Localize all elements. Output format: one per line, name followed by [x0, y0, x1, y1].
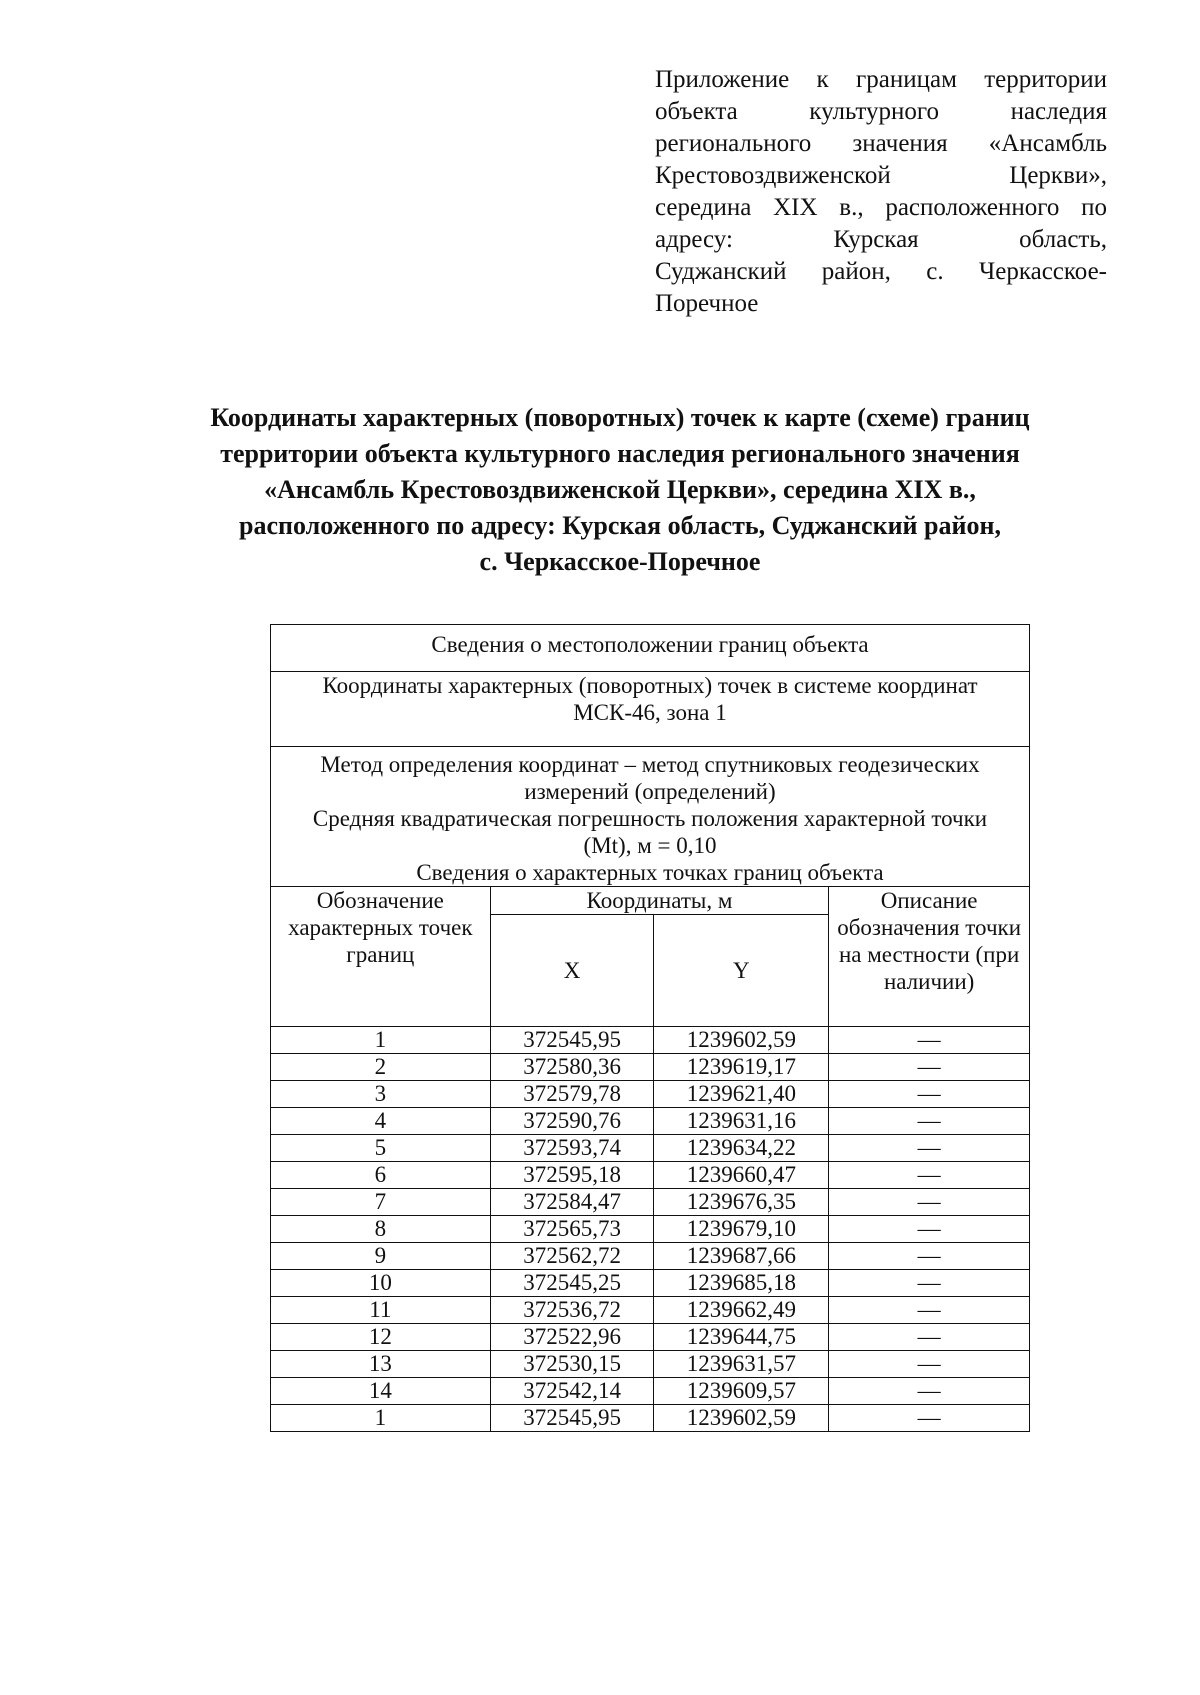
point-number-cell: 13 — [271, 1351, 491, 1378]
header-system-line: Координаты характерных (поворотных) точек в системе координат — [322, 673, 978, 698]
description-cell: — — [829, 1189, 1030, 1216]
point-number-cell: 8 — [271, 1216, 491, 1243]
appendix-line: Суджанский район, с. Черкасское- — [655, 258, 1107, 285]
table-row — [271, 1405, 1030, 1432]
table-row — [271, 1297, 1030, 1324]
point-number-cell: 12 — [271, 1324, 491, 1351]
description-cell: — — [829, 1135, 1030, 1162]
x-coordinate-cell: 372562,72 — [490, 1243, 654, 1270]
table-row — [271, 1270, 1030, 1297]
description-cell: — — [829, 1027, 1030, 1054]
point-number-cell: 6 — [271, 1162, 491, 1189]
y-coordinate-cell: 1239660,47 — [654, 1162, 829, 1189]
column-header-coordinates: Координаты, м — [490, 887, 829, 915]
y-coordinate-cell: 1239619,17 — [654, 1054, 829, 1081]
description-cell: — — [829, 1297, 1030, 1324]
description-cell: — — [829, 1054, 1030, 1081]
coordinates-table — [270, 624, 1030, 1432]
point-number-cell: 2 — [271, 1054, 491, 1081]
y-coordinate-cell: 1239676,35 — [654, 1189, 829, 1216]
x-coordinate-cell: 372542,14 — [490, 1378, 654, 1405]
x-coordinate-cell: 372580,36 — [490, 1054, 654, 1081]
x-coordinate-cell: 372545,25 — [490, 1270, 654, 1297]
description-cell: — — [829, 1243, 1030, 1270]
description-cell: — — [829, 1081, 1030, 1108]
header-location: Сведения о местоположении границ объекта — [271, 625, 1030, 672]
x-coordinate-cell: 372522,96 — [490, 1324, 654, 1351]
description-cell: — — [829, 1405, 1030, 1432]
column-header-description: Описание обозначения точки на местности (при наличии) — [829, 887, 1030, 1027]
header-coordinate-system — [271, 672, 1030, 747]
table-row — [271, 1054, 1030, 1081]
point-number-cell: 5 — [271, 1135, 491, 1162]
title-line: Координаты характерных (поворотных) точек к карте (схеме) границ — [210, 403, 1030, 432]
y-coordinate-cell: 1239634,22 — [654, 1135, 829, 1162]
method-line: измерений (определений) — [524, 779, 776, 804]
appendix-line: середина XIX в., расположенного по — [655, 194, 1107, 221]
x-coordinate-cell: 372590,76 — [490, 1108, 654, 1135]
title-line: расположенного по адресу: Курская область, Суджанский район, — [239, 511, 1001, 540]
table-row — [271, 1216, 1030, 1243]
x-coordinate-cell: 372536,72 — [490, 1297, 654, 1324]
point-number-cell: 4 — [271, 1108, 491, 1135]
x-coordinate-cell: 372595,18 — [490, 1162, 654, 1189]
table-row — [271, 1162, 1030, 1189]
table-row — [271, 1378, 1030, 1405]
x-coordinate-cell: 372545,95 — [490, 1405, 654, 1432]
y-coordinate-cell: 1239679,10 — [654, 1216, 829, 1243]
point-number-cell: 10 — [271, 1270, 491, 1297]
header-system-line: МСК-46, зона 1 — [573, 700, 727, 725]
points-info: Сведения о характерных точках границ объекта — [416, 860, 884, 885]
description-cell: — — [829, 1324, 1030, 1351]
point-number-cell: 1 — [271, 1027, 491, 1054]
title-line: с. Черкасское-Поречное — [479, 547, 761, 576]
point-number-cell: 1 — [271, 1405, 491, 1432]
x-coordinate-cell: 372584,47 — [490, 1189, 654, 1216]
appendix-line: адресу: Курская область, — [655, 226, 1107, 253]
y-coordinate-cell: 1239687,66 — [654, 1243, 829, 1270]
description-cell: — — [829, 1351, 1030, 1378]
description-cell: — — [829, 1270, 1030, 1297]
point-number-cell: 3 — [271, 1081, 491, 1108]
x-coordinate-cell: 372545,95 — [490, 1027, 654, 1054]
appendix-note — [655, 64, 1107, 320]
appendix-line: Поречное — [655, 290, 759, 317]
point-number-cell: 11 — [271, 1297, 491, 1324]
appendix-line: Крестовоздвиженской Церкви», — [655, 162, 1107, 189]
y-coordinate-cell: 1239631,16 — [654, 1108, 829, 1135]
table-row — [271, 1351, 1030, 1378]
header-method — [271, 747, 1030, 887]
table-row — [271, 1243, 1030, 1270]
x-coordinate-cell: 372530,15 — [490, 1351, 654, 1378]
y-coordinate-cell: 1239644,75 — [654, 1324, 829, 1351]
description-cell: — — [829, 1162, 1030, 1189]
table-row — [271, 1189, 1030, 1216]
point-number-cell: 9 — [271, 1243, 491, 1270]
appendix-line: объекта культурного наследия — [655, 98, 1107, 125]
accuracy-line: Средняя квадратическая погрешность положения характерной точки — [312, 806, 988, 831]
document-title — [150, 400, 1090, 580]
x-coordinate-cell: 372593,74 — [490, 1135, 654, 1162]
title-line: территории объекта культурного наследия регионального значения — [220, 439, 1020, 468]
column-header-y: Y — [654, 915, 829, 1027]
y-coordinate-cell: 1239621,40 — [654, 1081, 829, 1108]
y-coordinate-cell: 1239631,57 — [654, 1351, 829, 1378]
appendix-line: Приложение к границам территории — [655, 66, 1107, 93]
title-line: «Ансамбль Крестовоздвиженской Церкви», середина XIX в., — [264, 475, 976, 504]
y-coordinate-cell: 1239602,59 — [654, 1405, 829, 1432]
description-cell: — — [829, 1108, 1030, 1135]
x-coordinate-cell: 372565,73 — [490, 1216, 654, 1243]
description-cell: — — [829, 1216, 1030, 1243]
table-row — [271, 1027, 1030, 1054]
appendix-line: регионального значения «Ансамбль — [655, 130, 1107, 157]
table-row — [271, 1324, 1030, 1351]
point-number-cell: 7 — [271, 1189, 491, 1216]
column-header-point: Обозначение характерных точек границ — [271, 887, 491, 1027]
y-coordinate-cell: 1239685,18 — [654, 1270, 829, 1297]
x-coordinate-cell: 372579,78 — [490, 1081, 654, 1108]
method-line: Метод определения координат – метод спутниковых геодезических — [320, 752, 980, 777]
table-row — [271, 1081, 1030, 1108]
column-header-x: X — [490, 915, 654, 1027]
y-coordinate-cell: 1239662,49 — [654, 1297, 829, 1324]
y-coordinate-cell: 1239602,59 — [654, 1027, 829, 1054]
y-coordinate-cell: 1239609,57 — [654, 1378, 829, 1405]
accuracy-line: (Mt), м = 0,10 — [583, 833, 717, 858]
table-row — [271, 1108, 1030, 1135]
description-cell: — — [829, 1378, 1030, 1405]
point-number-cell: 14 — [271, 1378, 491, 1405]
table-row — [271, 1135, 1030, 1162]
